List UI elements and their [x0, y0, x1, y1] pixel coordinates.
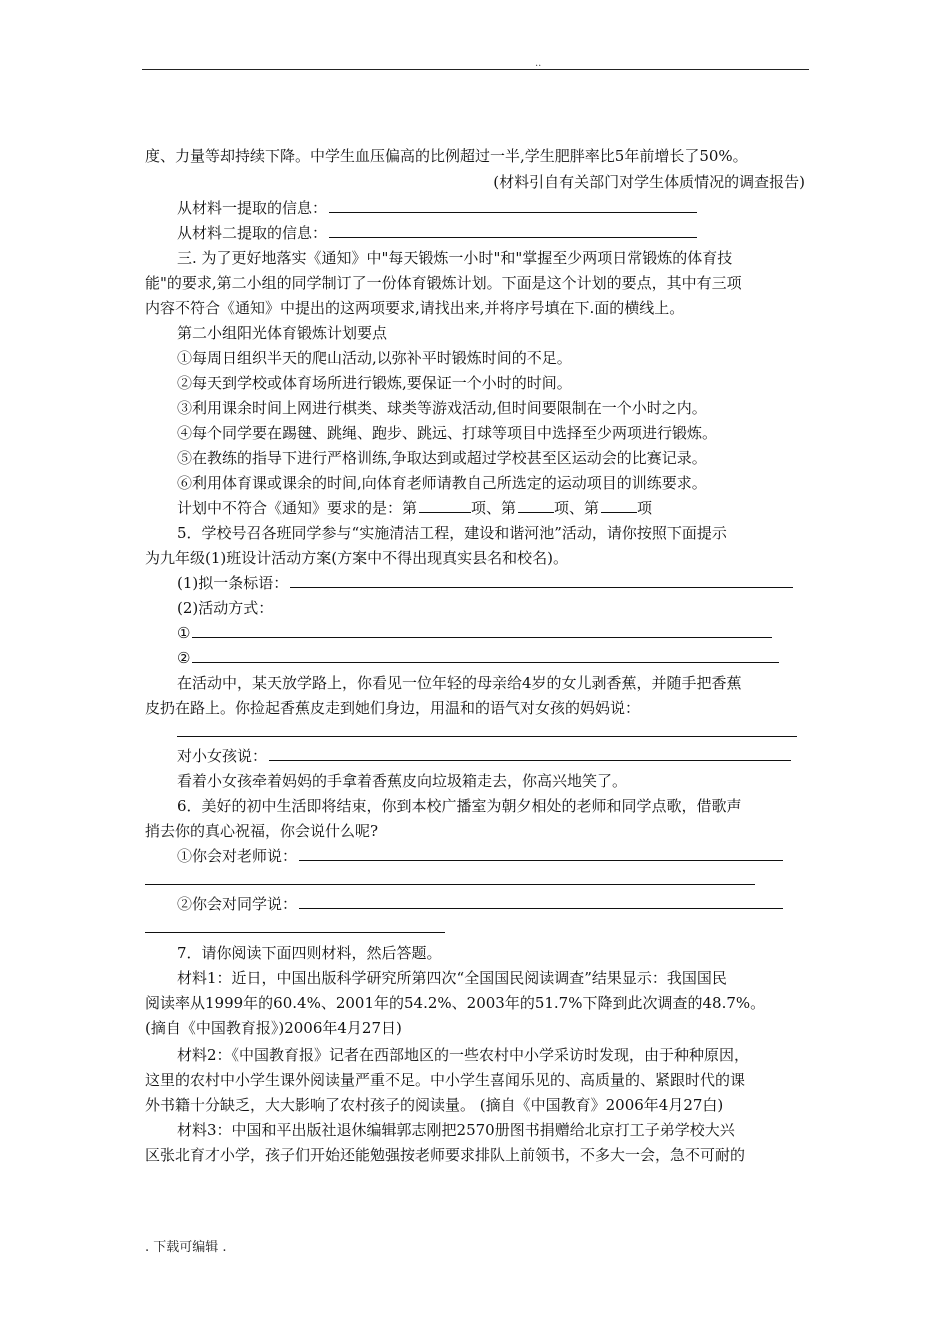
question-3-text: 三. 为了更好地落实《通知》中"每天锻炼一小时"和"掌握至少两项日常锻炼的体育技: [177, 249, 733, 267]
answer-blank[interactable]: [290, 573, 793, 588]
question-6-text: 6．美好的初中生活即将结束，你到本校广播室为朝夕相处的老师和同学点歌，借歌声: [177, 797, 742, 815]
answer-prompt: 项、第: [554, 499, 600, 517]
answer-blank[interactable]: [601, 498, 637, 513]
activity-label: (2)活动方式：: [177, 599, 274, 617]
text-line: 这里的农村中小学生课外阅读量严重不足。中小学生喜闻乐见的、高质量的、紧跟时代的课: [145, 1071, 746, 1089]
material-3-text: 材料3：中国和平出版社退休编辑郭志刚把2570册图书捐赠给北京打工子弟学校大兴: [177, 1121, 735, 1139]
answer-prompt: 项、第: [471, 499, 517, 517]
teacher-line: [177, 846, 783, 866]
activity-line-2: [177, 648, 779, 668]
answer-blank[interactable]: [299, 846, 783, 861]
plan-item-5: ⑤在教练的指导下进行严格训练,争取达到或超过学校甚至区运动会的比赛记录。: [177, 449, 707, 467]
text-line: (摘自《中国教育报》)2006年4月27日): [145, 1019, 402, 1037]
answer-blank[interactable]: [269, 746, 791, 761]
question-7-text: 7．请你阅读下面四则材料，然后答题。: [177, 944, 442, 962]
answer-blank[interactable]: [419, 498, 471, 513]
plan-item-3: ③利用课余时间上网进行棋类、球类等游戏活动,但时间要限制在一个小时之内。: [177, 399, 707, 417]
answer-blank[interactable]: [518, 498, 554, 513]
teacher-label: ①你会对老师说：: [177, 847, 298, 865]
text-line: 皮扔在路上。你捡起香蕉皮走到她们身边，用温和的语气对女孩的妈妈说：: [145, 699, 641, 717]
plan-title: 第二小组阳光体育锻炼计划要点: [177, 324, 388, 342]
plan-item-1: ①每周日组织半天的爬山活动,以弥补平时锻炼时间的不足。: [177, 349, 572, 367]
answer-line-plan: [177, 498, 652, 518]
girl-label: 对小女孩说：: [177, 747, 268, 765]
classmate-label: ②你会对同学说：: [177, 895, 298, 913]
slogan-line: [177, 573, 793, 593]
info-label-1: 从材料一提取的信息：: [177, 199, 328, 217]
info-label-2: 从材料二提取的信息：: [177, 224, 328, 242]
text-line: 捎去你的真心祝福，你会说什么呢?: [145, 822, 379, 840]
activity-marker: ①: [177, 624, 191, 642]
answer-blank[interactable]: [329, 198, 697, 213]
text-line: 能"的要求,第二小组的同学制订了一份体育锻炼计划。下面是这个计划的要点，其中有三项: [145, 274, 742, 292]
plan-item-2: ②每天到学校或体育场所进行锻炼,要保证一个小时的时间。: [177, 374, 572, 392]
answer-blank[interactable]: [192, 623, 772, 638]
info-line-2: [177, 223, 697, 243]
answer-prompt: 项: [637, 499, 653, 517]
text-line: 在活动中，某天放学路上，你看见一位年轻的母亲给4岁的女儿剥香蕉，并随手把香蕉: [177, 674, 742, 692]
slogan-label: (1)拟一条标语：: [177, 574, 289, 592]
text-line: 外书籍十分缺乏，大大影响了农村孩子的阅读量。 (摘自《中国教育》2006年4月27白): [145, 1096, 724, 1114]
header-dots: ..: [535, 58, 542, 69]
classmate-line: [177, 894, 783, 914]
text-line: 为九年级(1)班设计活动方案(方案中不得出现真实县名和校名)。: [145, 549, 568, 567]
answer-line[interactable]: [145, 884, 755, 885]
answer-prompt: 计划中不符合《通知》要求的是：第: [177, 499, 418, 517]
material-1-text: 材料1：近日，中国出版科学研究所第四次“全国国民阅读调查”结果显示：我国国民: [177, 969, 727, 987]
source-note: (材料引自有关部门对学生体质情况的调查报告): [493, 173, 805, 191]
answer-blank[interactable]: [329, 223, 697, 238]
material-2-text: 材料2：《中国教育报》记者在西部地区的一些农村中小学采访时发现，由于种种原因，: [177, 1046, 750, 1064]
text-line: 阅读率从1999年的60.4%、2001年的54.2%、2003年的51.7%下降到此次调查的48.7%。: [145, 994, 766, 1012]
text-line: 看着小女孩牵着妈妈的手拿着香蕉皮向垃圾箱走去，你高兴地笑了。: [177, 772, 628, 790]
plan-item-6: ⑥利用体育课或课余的时间,向体育老师请教自己所选定的运动项目的训练要求。: [177, 474, 707, 492]
answer-blank[interactable]: [299, 894, 783, 909]
header-rule: [142, 69, 809, 70]
girl-line: [177, 746, 791, 766]
text-line: 内容不符合《通知》中提出的这两项要求,请找出来,并将序号填在下.面的横线上。: [145, 299, 685, 317]
answer-line[interactable]: [177, 736, 797, 737]
footer-text: . 下载可编辑 .: [145, 1240, 227, 1255]
text-line: 区张北育才小学，孩子们开始还能勉强按老师要求排队上前领书，不多大一会，急不可耐的: [145, 1146, 746, 1164]
text-line: 度、力量等却持续下降。中学生血压偏高的比例超过一半,学生肥胖率比5年前增长了50%。: [145, 147, 748, 165]
activity-line-1: [177, 623, 772, 643]
answer-line[interactable]: [145, 932, 445, 933]
activity-marker: ②: [177, 649, 191, 667]
question-5-text: 5．学校号召各班同学参与“实施清洁工程，建设和谐河池”活动，请你按照下面提示: [177, 524, 727, 542]
plan-item-4: ④每个同学要在踢毽、跳绳、跑步、跳远、打球等项目中选择至少两项进行锻炼。: [177, 424, 718, 442]
info-line-1: [177, 198, 697, 218]
answer-blank[interactable]: [192, 648, 779, 663]
